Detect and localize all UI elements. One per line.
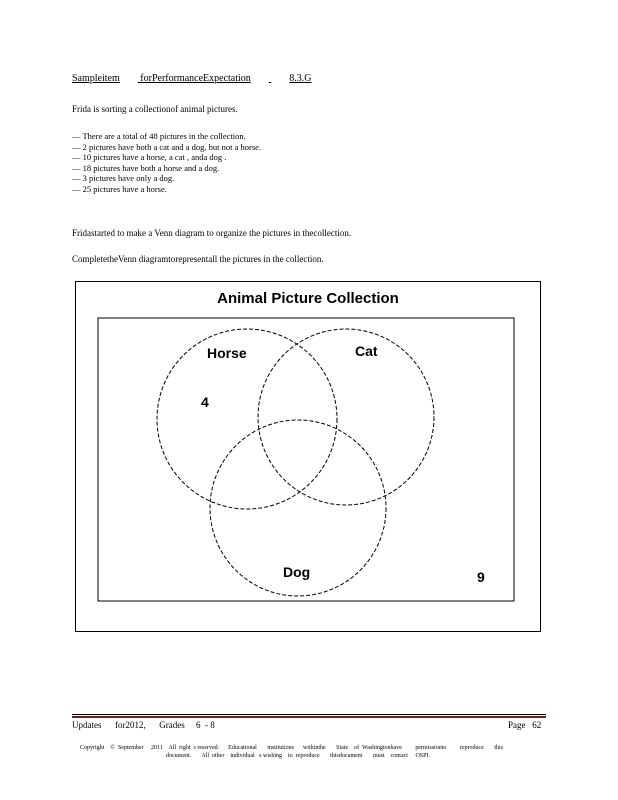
cat-circle	[258, 329, 434, 505]
fact-item: — 10 pictures have a horse, a cat , anda dog .	[72, 152, 227, 162]
copyright-notice	[80, 744, 503, 760]
footer-divider-accent	[72, 716, 546, 718]
instruction-text-2: CompletetheVenn diagramtorepresentall the pictures in the collection.	[72, 254, 324, 264]
footer-divider	[72, 714, 546, 715]
cat-label: Cat	[355, 343, 378, 359]
sample-item-label: Sampleitem	[72, 73, 120, 84]
fact-item: — 2 pictures have both a cat and a dog, but not a horse.	[72, 141, 262, 152]
venn-figure	[75, 281, 541, 632]
horse-circle	[157, 329, 337, 509]
fact-item: — 3 pictures have only a dog.	[72, 173, 175, 183]
fact-item: — 18 pictures have both a horse and a dog.	[72, 162, 220, 173]
dog-label: Dog	[283, 564, 311, 580]
footer-text: Updates for2012, Grades 6 - 8	[72, 720, 215, 730]
instruction-text-1: Fridastarted to make a Venn diagram to organize the pictures in thecollection.	[72, 228, 352, 238]
horse-label: Horse	[207, 345, 247, 361]
horse-only-value: 4	[201, 394, 209, 410]
fact-item: — There are a total of 48 pictures in the collection.	[72, 131, 246, 141]
sample-item-title	[72, 73, 330, 84]
performance-expectation-label: forPerformanceExpectation	[140, 73, 251, 84]
intro-text: Frida is sorting a collectionof animal pictures.	[72, 104, 238, 114]
expectation-code: 8.3.G	[289, 73, 312, 84]
outside-value: 9	[477, 569, 485, 585]
copyright-line: document. All other individual s wishing to reproduce thisdocument must contact OSPI.	[166, 753, 430, 759]
fact-item: — 25 pictures have a horse.	[72, 183, 167, 194]
venn-diagram	[76, 282, 542, 633]
copyright-line: Copyright © September 2011 All right s reserved. Educational institutions withinthe State of Washingtonhave permissionto reproduce this	[80, 745, 504, 751]
page-number: Page 62	[508, 720, 542, 730]
figure-title: Animal Picture Collection	[217, 290, 399, 307]
facts-list	[72, 131, 261, 194]
universal-set-rect	[98, 318, 514, 601]
